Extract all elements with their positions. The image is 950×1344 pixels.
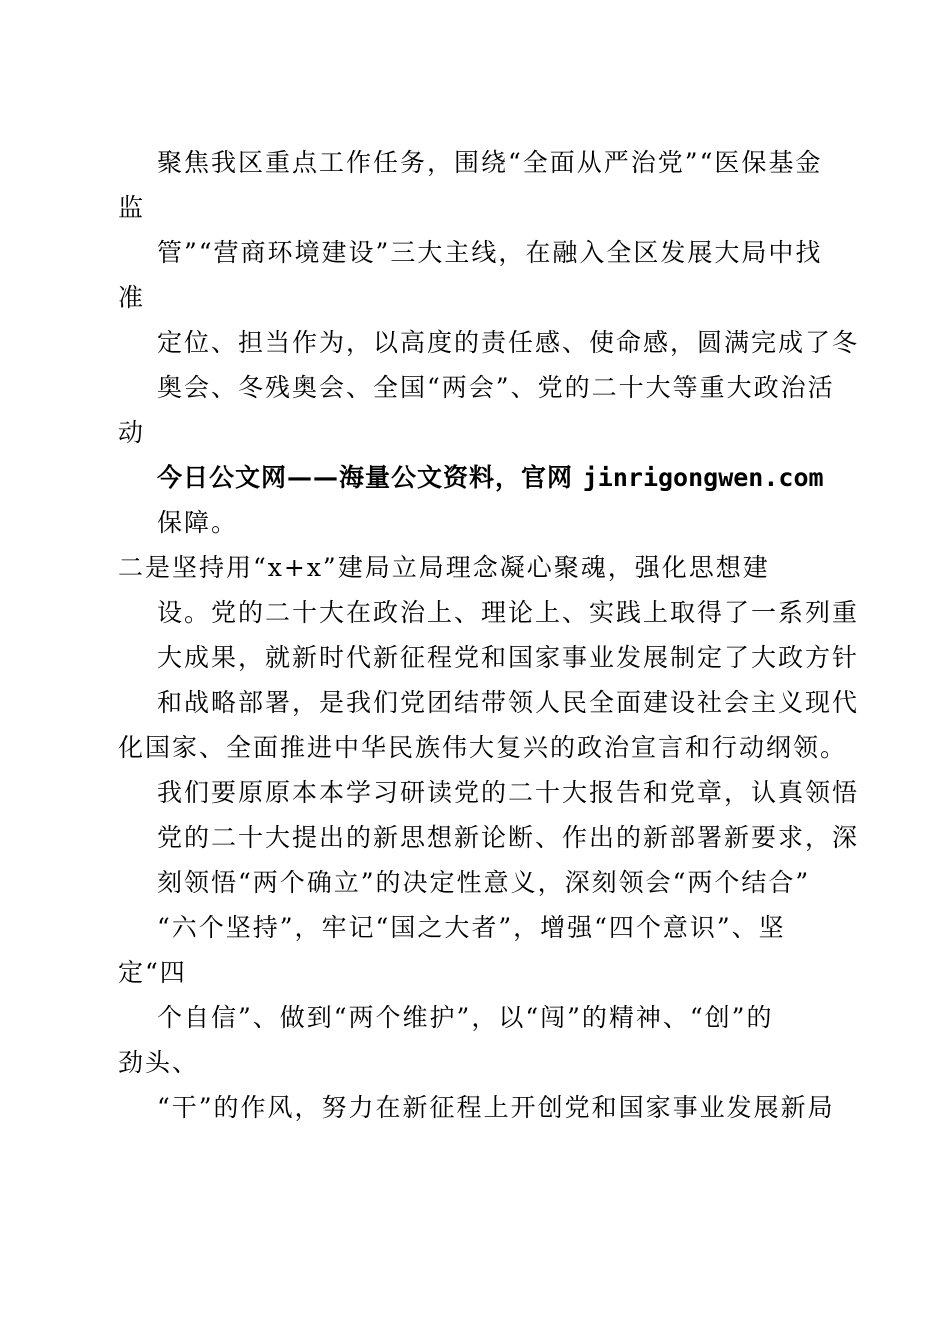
text-line: “六个坚持”，牢记“国之大者”，增强“四个意识”、坚 <box>157 913 786 942</box>
text-line: 保障。 <box>157 508 239 537</box>
text-line: 党的二十大提出的新思想新论断、作出的新部署新要求，深 <box>157 823 860 852</box>
watermark-text: 今日公文网——海量公文资料，官网 <box>157 463 574 492</box>
text-line: 和战略部署，是我们党团结带领人民全面建设社会主义现代 <box>157 688 860 717</box>
text-line: 监 <box>118 193 146 222</box>
text-line: 奥会、冬残奥会、全国“两会”、党的二十大等重大政治活 <box>157 373 835 402</box>
text-line: 大成果，就新时代新征程党和国家事业发展制定了大政方针 <box>157 643 860 672</box>
text-line: 定“四 <box>118 958 187 987</box>
watermark <box>157 461 824 495</box>
text-line: 聚焦我区重点工作任务，围绕“全面从严治党”“医保基金 <box>157 148 823 177</box>
text-line: 我们要原原本本学习研读党的二十大报告和党章，认真领悟 <box>157 778 860 807</box>
text-line: 刻领悟“两个确立”的决定性意义，深刻领会“两个结合” <box>157 868 811 897</box>
text-line: 劲头、 <box>118 1048 200 1077</box>
text-line: 个自信”、做到“两个维护”，以“闯”的精神、“创”的 <box>157 1003 774 1032</box>
text-line: 二是坚持用“x+x”建局立局理念凝心聚魂，强化思想建 <box>118 553 770 582</box>
text-line: “干”的作风，努力在新征程上开创党和国家事业发展新局 <box>157 1093 835 1122</box>
text-line: 管”“营商环境建设”三大主线，在融入全区发展大局中找 <box>157 238 823 267</box>
text-line: 设。党的二十大在政治上、理论上、实践上取得了一系列重 <box>157 598 860 627</box>
watermark-url: jinrigongwen.com <box>582 463 824 492</box>
text-line: 化国家、全面推进中华民族伟大复兴的政治宣言和行动纲领。 <box>118 733 848 762</box>
text-line: 定位、担当作为，以高度的责任感、使命感，圆满完成了冬 <box>157 328 860 357</box>
text-line: 准 <box>118 283 146 312</box>
text-line: 动 <box>118 418 146 447</box>
